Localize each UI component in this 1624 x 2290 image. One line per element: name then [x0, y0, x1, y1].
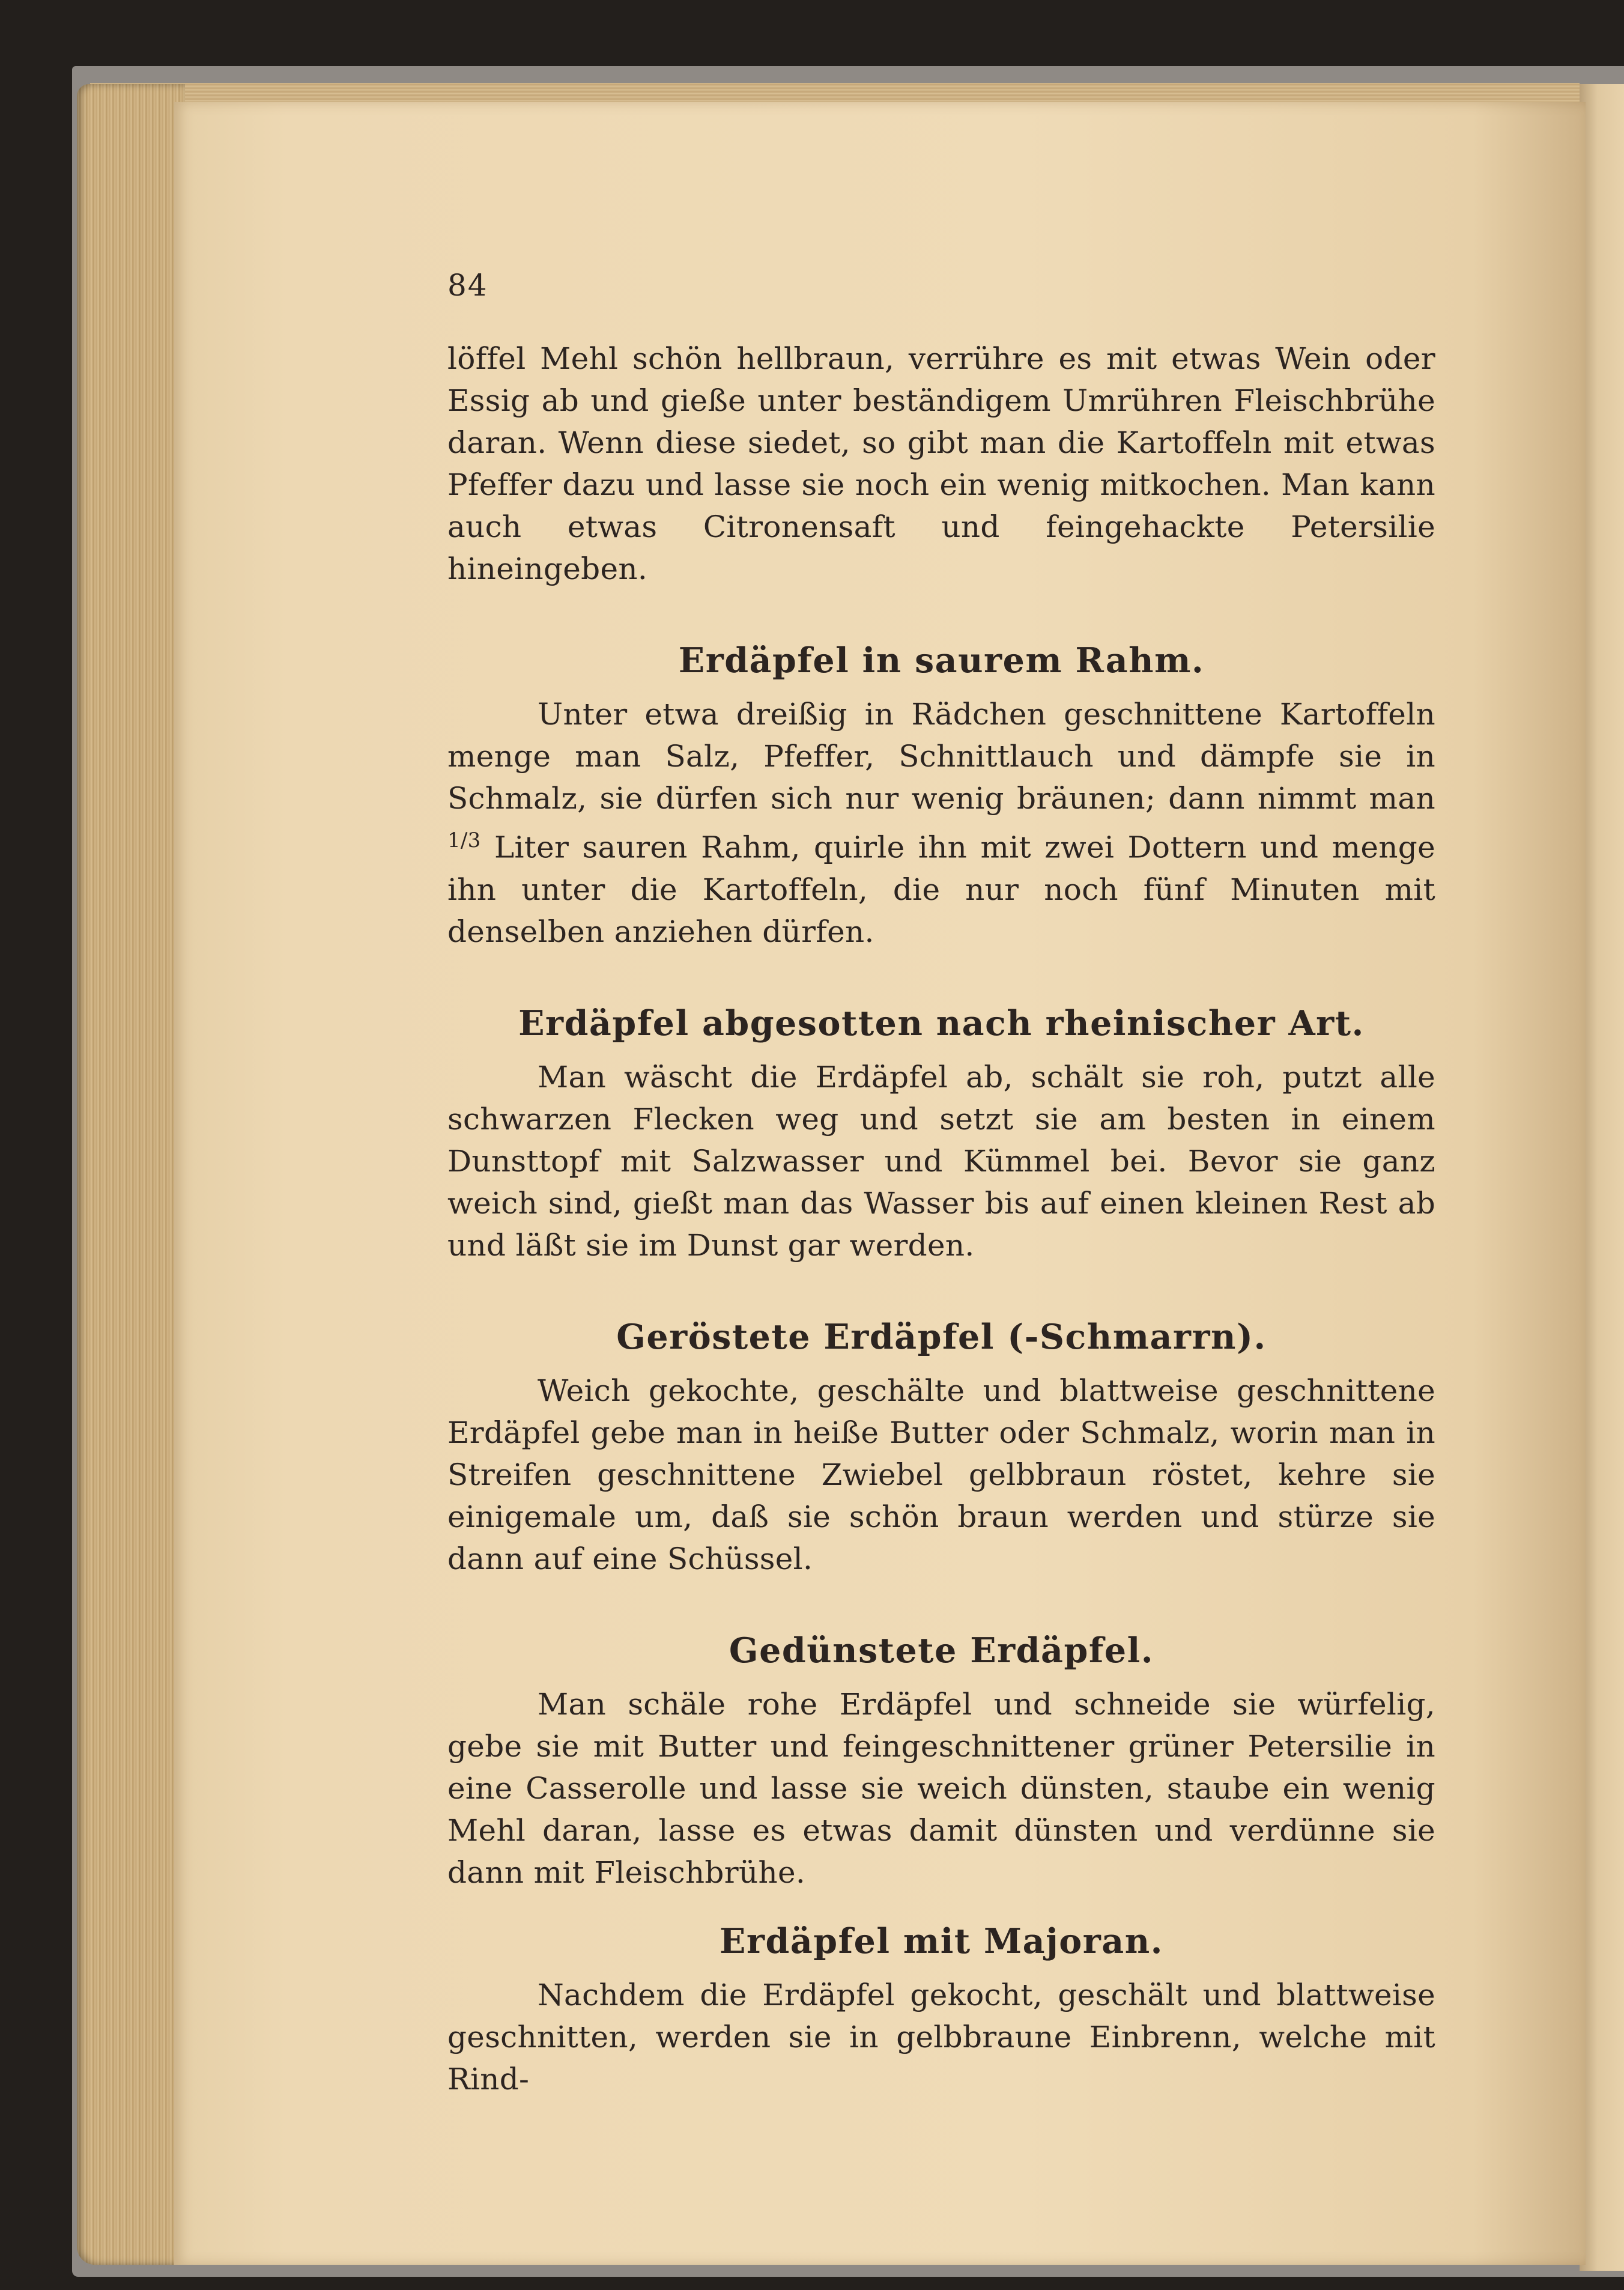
- section-body: [447, 693, 1435, 953]
- body-text: Unter etwa dreißig in Rädchen geschnittene Kartoffeln menge man Salz, Pfeffer, Schnittlauch und dämpfe sie in Schmalz, sie dürfen sich nur wenig bräunen; dann nimmt man: [447, 697, 1435, 816]
- section-body: Man schäle rohe Erdäpfel und schneide sie würfelig, gebe sie mit Butter und feingeschnittener grüner Petersilie in eine Casserolle und lasse sie weich dünsten, staube ein wenig Mehl daran, lasse es etwas damit dünsten und verdünne sie dann mit Fleischbrühe.: [447, 1686, 1435, 1890]
- intro-paragraph: löffel Mehl schön hellbraun, verrühre es mit etwas Wein oder Essig ab und gieße unter beständigem Umrühren Fleischbrühe daran. Wenn diese siedet, so gibt man die Kartoffeln mit etwas Pfeffer dazu und lasse sie noch ein wenig mitkochen. Man kann auch etwas Citronensaft und feingehackte Petersilie hineingeben.: [447, 341, 1435, 586]
- book-page-edges: [77, 84, 185, 2265]
- section-body: Nachdem die Erdäpfel gekocht, geschält und blattweise geschnitten, werden sie in gelbbraune Einbrenn, welche mit Rind-: [447, 1977, 1435, 2097]
- facing-page-edge: [1580, 84, 1624, 2271]
- section-heading: Geröstete Erdäpfel (-Schmarrn).: [616, 1316, 1267, 1357]
- section-heading: Erdäpfel in saurem Rahm.: [678, 640, 1205, 681]
- section-heading: Erdäpfel abgesotten nach rheinischer Art.: [518, 1003, 1365, 1043]
- section-heading: Gedünstete Erdäpfel.: [729, 1630, 1154, 1671]
- section-body: Weich gekochte, geschälte und blattweise geschnittene Erdäpfel gebe man in heiße Butter oder Schmalz, worin man in Streifen geschnittene Zwiebel gelbbraun röstet, kehre sie einigemale um, daß sie schön braun werden und stürze sie dann auf eine Schüssel.: [447, 1373, 1435, 1576]
- fraction: 1/3: [447, 828, 481, 852]
- body-text: Liter sauren Rahm, quirle ihn mit zwei Dottern und menge ihn unter die Kartoffeln, die nur noch fünf Minuten mit denselben anziehen dürfen.: [447, 830, 1435, 949]
- page-number: 84: [447, 268, 488, 303]
- section-body: Man wäscht die Erdäpfel ab, schält sie roh, putzt alle schwarzen Flecken weg und setzt sie am besten in einem Dunsttopf mit Salzwasser und Kümmel bei. Bevor sie ganz weich sind, gießt man das Wasser bis auf einen kleinen Rest ab und läßt sie im Dunst gar werden.: [447, 1059, 1435, 1263]
- page-text: [447, 270, 1435, 2100]
- section-heading: Erdäpfel mit Majoran.: [720, 1921, 1163, 1961]
